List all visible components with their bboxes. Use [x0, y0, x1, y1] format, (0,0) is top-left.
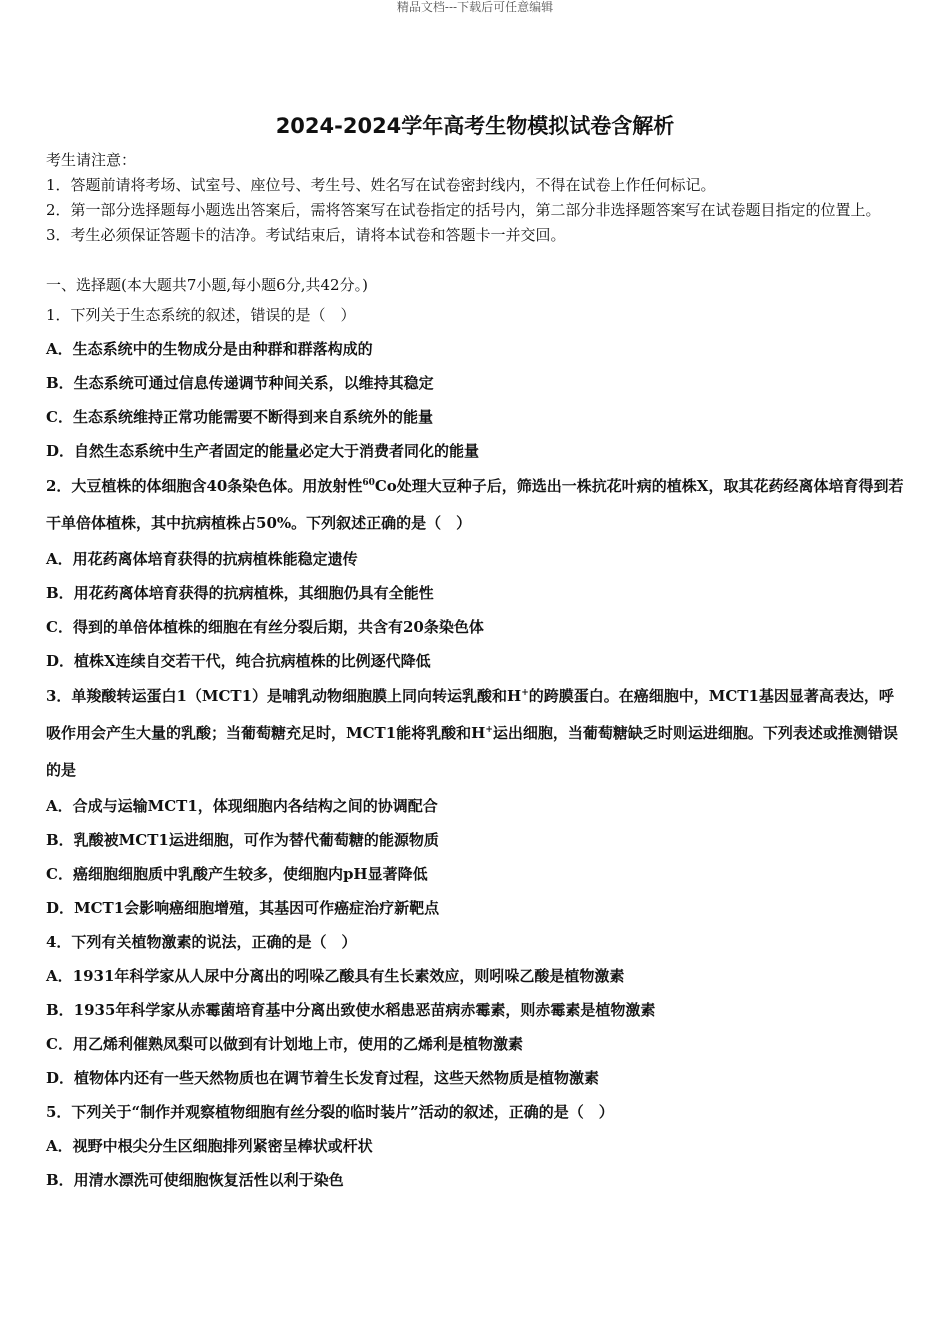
- answer-option: B．生态系统可通过信息传递调节种间关系，以维持其稳定: [46, 374, 434, 392]
- document-body: [46, 148, 904, 1197]
- notice-item: 3．考生必须保证答题卡的洁净。考试结束后，请将本试卷和答题卡一并交回。: [46, 226, 566, 244]
- question-stem: 5．下列关于“制作并观察植物细胞有丝分裂的临时装片”活动的叙述，正确的是（ ）: [46, 1103, 614, 1121]
- answer-option: B．1935年科学家从赤霉菌培育基中分离出致使水稻患恶苗病赤霉素，则赤霉素是植物激素: [46, 1001, 656, 1019]
- document-title: 2024-2024学年高考生物模拟试卷含解析: [275, 114, 675, 138]
- answer-option: D．植物体内还有一些天然物质也在调节着生长发育过程，这些天然物质是植物激素: [46, 1069, 600, 1087]
- notice-item: 1．答题前请将考场、试室号、座位号、考生号、姓名写在试卷密封线内，不得在试卷上作任何标记。: [46, 176, 716, 194]
- question-stem: 4．下列有关植物激素的说法，正确的是（ ）: [46, 933, 357, 951]
- answer-option: C．用乙烯利催熟凤梨可以做到有计划地上市，使用的乙烯利是植物激素: [46, 1035, 523, 1053]
- answer-option: D．植株X连续自交若干代，纯合抗病植株的比例逐代降低: [46, 652, 431, 670]
- answer-option: A．生态系统中的生物成分是由种群和群落构成的: [46, 340, 373, 358]
- page-header: 精品文档---下载后可任意编辑: [396, 0, 554, 14]
- answer-option: D．自然生态系统中生产者固定的能量必定大于消费者同化的能量: [46, 442, 480, 460]
- answer-option: D．MCT1会影响癌细胞增殖，其基因可作癌症治疗新靶点: [46, 899, 440, 917]
- answer-option: A．用花药离体培育获得的抗病植株能稳定遗传: [46, 550, 358, 568]
- answer-option: A．合成与运输MCT1，体现细胞内各结构之间的协调配合: [46, 797, 438, 815]
- question-stem: 1．下列关于生态系统的叙述，错误的是（ ）: [46, 306, 356, 324]
- answer-option: A．1931年科学家从人尿中分离出的吲哚乙酸具有生长素效应，则吲哚乙酸是植物激素: [46, 967, 625, 985]
- section-heading: 一、选择题(本大题共7小题,每小题6分,共42分。): [46, 276, 368, 294]
- question-stem: 2．大豆植株的体细胞含40条染色体。用放射性$^{60}$Co处理大豆种子后，筛选出一株抗花叶病的植株X，取其花药经离体培育得到若干单倍体植株，其中抗病植株占50%。下列叙述正确的是（ ）: [46, 477, 904, 532]
- notice-heading: 考生请注意：: [46, 151, 137, 169]
- notice-item: 2．第一部分选择题每小题选出答案后，需将答案写在试卷指定的括号内，第二部分非选择题答案写在试卷题目指定的位置上。: [46, 201, 881, 219]
- answer-option: B．用清水漂洗可使细胞恢复活性以利于染色: [46, 1171, 344, 1189]
- answer-option: B．用花药离体培育获得的抗病植株，其细胞仍具有全能性: [46, 584, 434, 602]
- answer-option: A．视野中根尖分生区细胞排列紧密呈棒状或杆状: [46, 1137, 373, 1155]
- question-stem: 3．单羧酸转运蛋白1（MCT1）是哺乳动物细胞膜上同向转运乳酸和H+的跨膜蛋白。在癌细胞中，MCT1基因显著高表达，呼吸作用会产生大量的乳酸；当葡萄糖充足时，MCT1能将乳酸和H+运出细胞，当葡萄糖缺乏时则运进细胞。下列表述或推测错误的是: [46, 687, 898, 779]
- answer-option: C．生态系统维持正常功能需要不断得到来自系统外的能量: [46, 408, 433, 426]
- answer-option: B．乳酸被MCT1运进细胞，可作为替代葡萄糖的能源物质: [46, 831, 439, 849]
- answer-option: C．得到的单倍体植株的细胞在有丝分裂后期，共含有20条染色体: [46, 618, 484, 636]
- answer-option: C．癌细胞细胞质中乳酸产生较多，使细胞内pH显著降低: [46, 865, 428, 883]
